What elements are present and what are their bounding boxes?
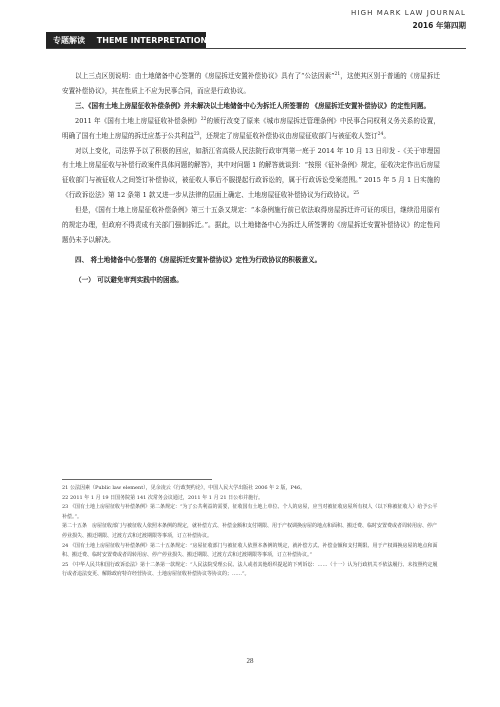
paragraph-2-part-a: 2011 年《国有土地上房屋征收补偿条例》: [75, 116, 201, 125]
issue-label: 2016 年第四期: [412, 21, 466, 30]
paragraph-1-text: 以上三点区别说明：由土地储备中心签署的《房屋拆迁安置补偿协议》具有了“公法因素”: [75, 72, 335, 80]
section-title-cn: 专题解读: [53, 36, 85, 45]
footnote-ref-22: 22: [200, 116, 207, 122]
footnote-item: 21 公法因素（Public law element），见余凌云《行政契约论》，中国人民大学出版社 2006 年 2 版，P46。: [62, 485, 306, 491]
heading-section-3: 三、《国有土地上房屋征收补偿条例》并未解决以土地储备中心为拆迁人所签署的 《房屋拆迁安置补偿协议》的定性问题。: [75, 101, 431, 110]
footnote-divider: [62, 479, 212, 480]
paragraph-3: [62, 144, 440, 204]
footnote-ref-21: 21: [334, 71, 341, 77]
paragraph-2-part-d: 。: [383, 131, 390, 140]
heading-section-4: 四、 将土地储备中心签署的《房屋拆迁安置补偿协议》定性为行政协议的积极意义。: [75, 255, 322, 264]
paragraph-2-part-c: ，还规定了房屋征收补偿协议由房屋征收部门与被征收人签订: [199, 131, 378, 140]
footnote-item: 25 《中华人民共和国行政诉讼法》第十二条第一款规定：“人民法院受理公民、法人或者其他组织提起的下列诉讼：……（十一）认为行政机关不依法履行、未按照约定履行或者违法变更、解除政府特许经营协议、土地房屋征收补偿协议等协议的；……”。: [62, 561, 438, 578]
footnote-item: 22 2011 年 1 月 19 日国务院第 141 次常务会议通过，2011 年 1 月 21 日公布并施行。: [62, 494, 264, 501]
footnote-item: 23 《国有土地上房屋征收与补偿条例》第二条规定：“为了公共利益的需要，征收国有土地上单位、个人的房屋，应当对被征收房屋所有权人（以下称被征收人）给予公平补偿。”。: [62, 504, 438, 520]
paragraph-2: [62, 114, 440, 144]
paragraph-2-part-b: 的颁行改变了原来《城市房屋拆迁管理条例》中民事合同权利义务关系的设置，明确了国有土地上房屋的拆迁应基于公共利益: [62, 116, 440, 140]
footnote-ref-23: 23: [193, 131, 200, 137]
paragraph-3-text: 对以上变化，司法界予以了积极的回应，如浙江省高级人民法院行政审判第一庭于 2014 年 10 月 13 日印发 -《关于审理国有土地上房屋征收与补偿行政案件具体问题的解答》，其中对问题 1 的解答就谈到：“按照《征补条例》规定，征收决定作出后房屋征收部门与被征收人之间签订补偿协议，被征收人事后不服提起行政诉讼的，属于行政诉讼受案范围。” 2015 年 5 月 1 日实施的《行政诉讼法》第 12 条第 1 款又进一步从法律的层面上确定、土地房屋征收补偿协议为行政协议。: [62, 146, 440, 200]
article-body: [62, 69, 440, 288]
paragraph-1: [62, 69, 440, 99]
page-number: 28: [246, 657, 254, 665]
footnote-ref-25: 25: [353, 191, 360, 197]
paragraph-4: 但是，《国有土地上房屋征收补偿条例》第三十五条又规定：“本条例施行前已依法取得房屋拆迁许可证的项目，继续沿用原有的规定办理，但政府不得责成有关部门强制拆迁。”。据此，以土地储备中心为拆迁人所签署的《房屋拆迁安置补偿协议》的定性问题仍未予以解决。: [62, 206, 440, 244]
journal-title: HIGH MARK LAW JOURNAL: [351, 9, 466, 17]
section-title-en: THEME INTERPRETATION: [96, 36, 208, 45]
heading-section-4-1: （一） 可以避免审判实践中的困惑。: [75, 275, 183, 284]
footnote-item: 第二十五条 房屋征收部门与被征收人依照本条例的规定，就补偿方式、补偿金额和支付期限、用于产权调换房屋的地点和面积、搬迁费、临时安置费或者周转用房、停产停业损失、搬迁期限、过渡方式和过渡期限等事项，订立补偿协议。: [62, 523, 438, 539]
footnotes: [62, 484, 440, 580]
section-banner: [46, 32, 206, 49]
footnote-item: 24 《国有土地上房屋征收与补偿条例》第二十五条规定：“房屋征收部门与被征收人依照本条例的规定，就补偿方式、补偿金额和支付期限、用于产权调换房屋的地点和面积、搬迁费、临时安置费或者周转用房、停产停业损失、搬迁期限、过渡方式和过渡期限等事项，订立补偿协议。”: [62, 542, 438, 559]
header-divider: [46, 48, 466, 49]
paragraph-1-tail: ，这使其区别于普通的《房屋拆迁安置补偿协议》，其在性质上不应为民事合同，而应是行政协议。: [62, 72, 441, 95]
footnote-ref-24: 24: [377, 131, 384, 137]
